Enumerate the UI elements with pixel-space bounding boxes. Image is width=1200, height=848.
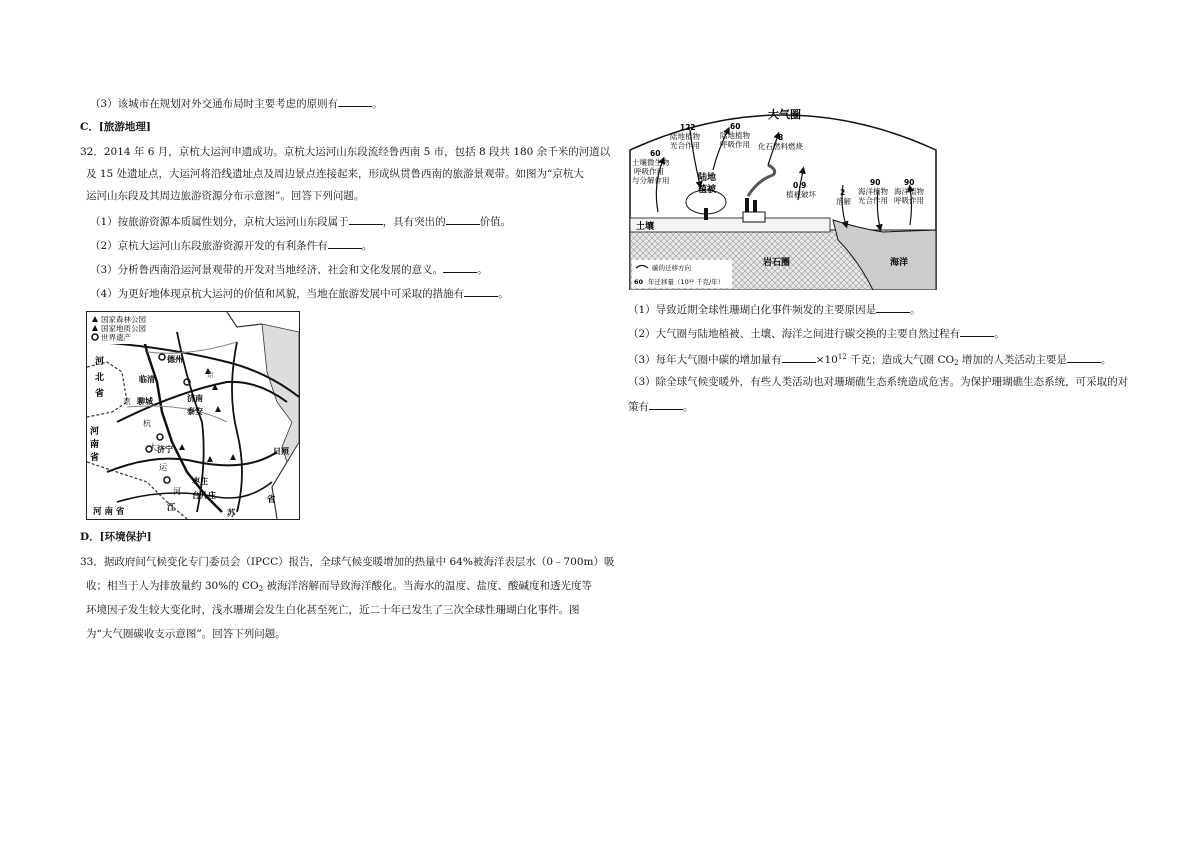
svg-text:济宁: 济宁 bbox=[157, 445, 173, 454]
answer-blank[interactable] bbox=[443, 262, 477, 273]
answer-blank[interactable] bbox=[649, 399, 683, 410]
svg-text:京: 京 bbox=[207, 371, 214, 379]
q33-text-line4: 为“大气圈碳收支示意图”。回答下列问题。 bbox=[86, 628, 286, 640]
section-c-heading: C．[旅游地理] bbox=[80, 121, 151, 133]
svg-text:化石燃料燃烧: 化石燃料燃烧 bbox=[758, 142, 803, 151]
answer-blank[interactable] bbox=[1067, 352, 1101, 363]
svg-text:植被: 植被 bbox=[698, 185, 717, 195]
q32-part3: （3）分析鲁西南沿运河景观带的开发对当地经济、社会和文化发展的意义。 。 bbox=[90, 264, 488, 276]
svg-text:杭: 杭 bbox=[143, 419, 151, 428]
svg-text:国家地质公园: 国家地质公园 bbox=[101, 324, 146, 333]
q32-text-line3: 运河山东段及其周边旅游资源分布示意图”。回答下列问题。 bbox=[86, 190, 365, 202]
section-d-heading: D．[环境保护] bbox=[80, 531, 152, 543]
svg-text:临清: 临清 bbox=[139, 375, 155, 384]
svg-text:2: 2 bbox=[840, 188, 846, 197]
svg-text:日照: 日照 bbox=[273, 447, 289, 456]
svg-text:省: 省 bbox=[90, 453, 100, 463]
svg-text:河: 河 bbox=[90, 427, 100, 437]
q33-text-line3: 环境因子发生较大变化时，浅水珊瑚会发生白化甚至死亡，近二十年已发生了三次全球性珊瑚白化事件。图 bbox=[86, 604, 580, 616]
svg-text:大: 大 bbox=[149, 443, 157, 452]
svg-text:京: 京 bbox=[123, 397, 131, 406]
svg-text:世界遗产: 世界遗产 bbox=[101, 333, 131, 342]
svg-text:省: 省 bbox=[95, 389, 105, 399]
svg-text:呼吸作用: 呼吸作用 bbox=[720, 140, 750, 149]
q33-part4-line1: （3）除全球气候变暖外，有些人类活动也对珊瑚礁生态系统造成危害。为保护珊瑚礁生态系统，可采取的对 bbox=[628, 376, 1129, 388]
answer-blank[interactable] bbox=[338, 96, 372, 107]
svg-text:海洋植物: 海洋植物 bbox=[858, 187, 888, 196]
answer-blank[interactable] bbox=[349, 214, 383, 225]
svg-text:国家森林公园: 国家森林公园 bbox=[101, 315, 146, 324]
q32-part1: （1）按旅游资源本质属性划分，京杭大运河山东段属于 ，具有突出的 价值。 bbox=[90, 216, 512, 228]
svg-text:河: 河 bbox=[173, 487, 181, 496]
q33-part4-line2: 策有 。 bbox=[628, 401, 694, 413]
diagram-svg bbox=[628, 100, 938, 290]
map-svg bbox=[87, 312, 299, 519]
grand-canal-map bbox=[86, 311, 300, 520]
q32-text-line2: 及 15 处遗址点，大运河将沿线遗址点及周边景点连接起来，形成纵贯鲁西南的旅游景观带。如图为“京杭大 bbox=[86, 168, 584, 180]
q33-part3: （3）每年大气圈中碳的增加量有 $\times 10^{12}$ 千克；造成大气圈 $CO_2$ 增加的人类活动主要是 。 bbox=[628, 353, 1112, 367]
q31-part3: （3）该城市在规划对外交通布局时主要考虑的原则有 。 bbox=[90, 98, 383, 110]
q33-part1: （1）导致近期全球性珊瑚白化事件频发的主要原因是 。 bbox=[628, 304, 921, 316]
svg-text:河 南 省: 河 南 省 bbox=[93, 507, 125, 517]
answer-blank[interactable] bbox=[328, 238, 362, 249]
svg-text:90: 90 bbox=[904, 178, 915, 187]
q33-text-line2: 收；相当于人为排放量约 30%的 $CO_2$ 被海洋溶解而导致海洋酸化。当海水的温度、盐度、酸碱度和透光度等 bbox=[86, 580, 592, 593]
svg-text:植被破坏: 植被破坏 bbox=[786, 190, 816, 199]
svg-text:碳的迁移方向: 碳的迁移方向 bbox=[652, 264, 691, 272]
svg-text:122: 122 bbox=[680, 123, 696, 132]
svg-text:土壤: 土壤 bbox=[636, 222, 655, 232]
answer-blank[interactable] bbox=[782, 352, 816, 363]
svg-text:济南: 济南 bbox=[187, 394, 203, 403]
answer-blank[interactable] bbox=[960, 326, 994, 337]
svg-text:南: 南 bbox=[90, 440, 100, 450]
svg-text:0.9: 0.9 bbox=[793, 181, 807, 190]
svg-text:光合作用: 光合作用 bbox=[858, 196, 888, 205]
svg-text:60: 60 bbox=[730, 122, 741, 131]
q32-text-line1: 32．2014 年 6 月，京杭大运河申遗成功。京杭大运河山东段流经鲁西南 5 市，包括 8 段共 180 余千米的河道以 bbox=[80, 146, 611, 158]
svg-text:呼吸作用: 呼吸作用 bbox=[894, 196, 924, 205]
svg-text:90: 90 bbox=[870, 178, 881, 187]
svg-text:运: 运 bbox=[159, 463, 167, 472]
svg-text:省: 省 bbox=[267, 495, 276, 505]
svg-text:河: 河 bbox=[95, 357, 105, 367]
svg-text:陆地: 陆地 bbox=[698, 173, 717, 183]
svg-text:泰安: 泰安 bbox=[187, 407, 203, 416]
svg-text:60: 60 bbox=[650, 149, 661, 158]
svg-text:陆地植物: 陆地植物 bbox=[720, 131, 750, 140]
q32-part4: （4）为更好地体现京杭大运河的价值和风貌，当地在旅游发展中可采取的措施有 。 bbox=[90, 288, 509, 300]
q32-part2: （2）京杭大运河山东段旅游资源开发的有利条件有 。 bbox=[90, 240, 373, 252]
svg-text:光合作用: 光合作用 bbox=[670, 141, 700, 150]
svg-text:江: 江 bbox=[167, 503, 176, 513]
svg-text:海洋植物: 海洋植物 bbox=[894, 187, 924, 196]
svg-text:枣庄: 枣庄 bbox=[192, 477, 208, 486]
svg-text:溶解: 溶解 bbox=[836, 197, 851, 206]
svg-text:德州: 德州 bbox=[167, 355, 183, 364]
answer-blank[interactable] bbox=[464, 286, 498, 297]
svg-text:60: 60 bbox=[634, 278, 644, 286]
svg-text:土壤微生物: 土壤微生物 bbox=[632, 158, 670, 167]
svg-text:北: 北 bbox=[95, 373, 105, 383]
svg-text:8: 8 bbox=[778, 133, 784, 142]
svg-text:苏: 苏 bbox=[227, 509, 236, 519]
svg-text:海洋: 海洋 bbox=[890, 258, 909, 268]
svg-text:台儿庄: 台儿庄 bbox=[192, 491, 216, 500]
svg-text:大气圈: 大气圈 bbox=[768, 108, 801, 121]
q33-part2: （2）大气圈与陆地植被、土壤、海洋之间进行碳交换的主要自然过程有 。 bbox=[628, 328, 1005, 340]
svg-text:与分解作用: 与分解作用 bbox=[632, 176, 670, 185]
answer-blank[interactable] bbox=[876, 302, 910, 313]
svg-text:岩石圈: 岩石圈 bbox=[763, 258, 791, 268]
svg-text:陆地植物: 陆地植物 bbox=[670, 132, 700, 141]
carbon-budget-diagram bbox=[628, 100, 938, 290]
svg-text:聊城: 聊城 bbox=[137, 397, 153, 406]
q33-text-line1: 33．据政府间气候变化专门委员会（IPCC）报告，全球气候变暖增加的热量中 64%被海洋表层水（0﹣700m）吸 bbox=[80, 556, 615, 568]
svg-text:呼吸作用: 呼吸作用 bbox=[634, 167, 664, 176]
svg-text:年迁移量（10¹² 千克/年）: 年迁移量（10¹² 千克/年） bbox=[648, 278, 725, 286]
answer-blank[interactable] bbox=[446, 214, 480, 225]
